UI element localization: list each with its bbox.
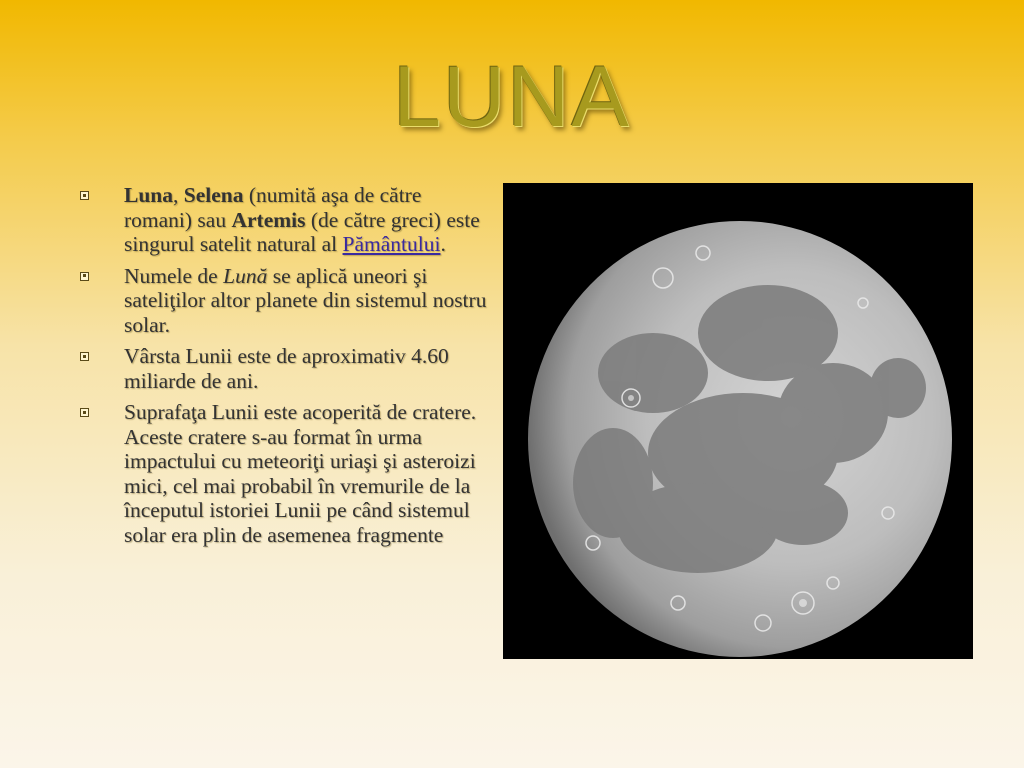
bullet-item <box>78 344 493 393</box>
link-pamantului[interactable]: Pământului <box>342 232 441 256</box>
term-artemis: Artemis <box>231 207 306 232</box>
bullet-text: Numele de <box>124 263 224 288</box>
square-bullet-icon <box>80 408 89 417</box>
bullet-text: se aplică uneori şi sateliţilor altor planete din sistemul nostru solar. <box>124 263 487 337</box>
bullet-text: (numită aşa de către romani) sau <box>124 183 422 232</box>
moon-image <box>503 183 973 659</box>
separator-text: , <box>173 183 184 207</box>
bullet-text: . <box>440 232 446 256</box>
bullet-list <box>78 183 493 554</box>
bullet-text: Suprafaţa Lunii este acoperită de cratere. Aceste cratere s-au format în urma impactului cu meteoriţi uriaşi şi asteroizi mici, cel mai probabil în vremurile de la începutul istoriei Lunii pe când sistemul solar era plin de asemenea fragmente <box>124 400 477 547</box>
square-bullet-icon <box>80 352 89 361</box>
term-luna: Luna <box>124 183 174 207</box>
term-luna-italic: Lună <box>223 263 268 288</box>
bullet-text: Vârsta Lunii este de aproximativ 4.60 miliarde de ani. <box>124 344 449 393</box>
bullet-text: (de către greci) este singurul satelit natural al <box>124 207 480 256</box>
square-bullet-icon <box>80 191 89 200</box>
term-selena: Selena <box>183 183 244 207</box>
square-bullet-icon <box>80 272 89 281</box>
bullet-item <box>78 183 493 257</box>
moon-photo <box>503 183 973 659</box>
slide-title: LUNA <box>393 49 631 145</box>
bullet-item <box>78 264 493 338</box>
bullet-item <box>78 400 493 547</box>
